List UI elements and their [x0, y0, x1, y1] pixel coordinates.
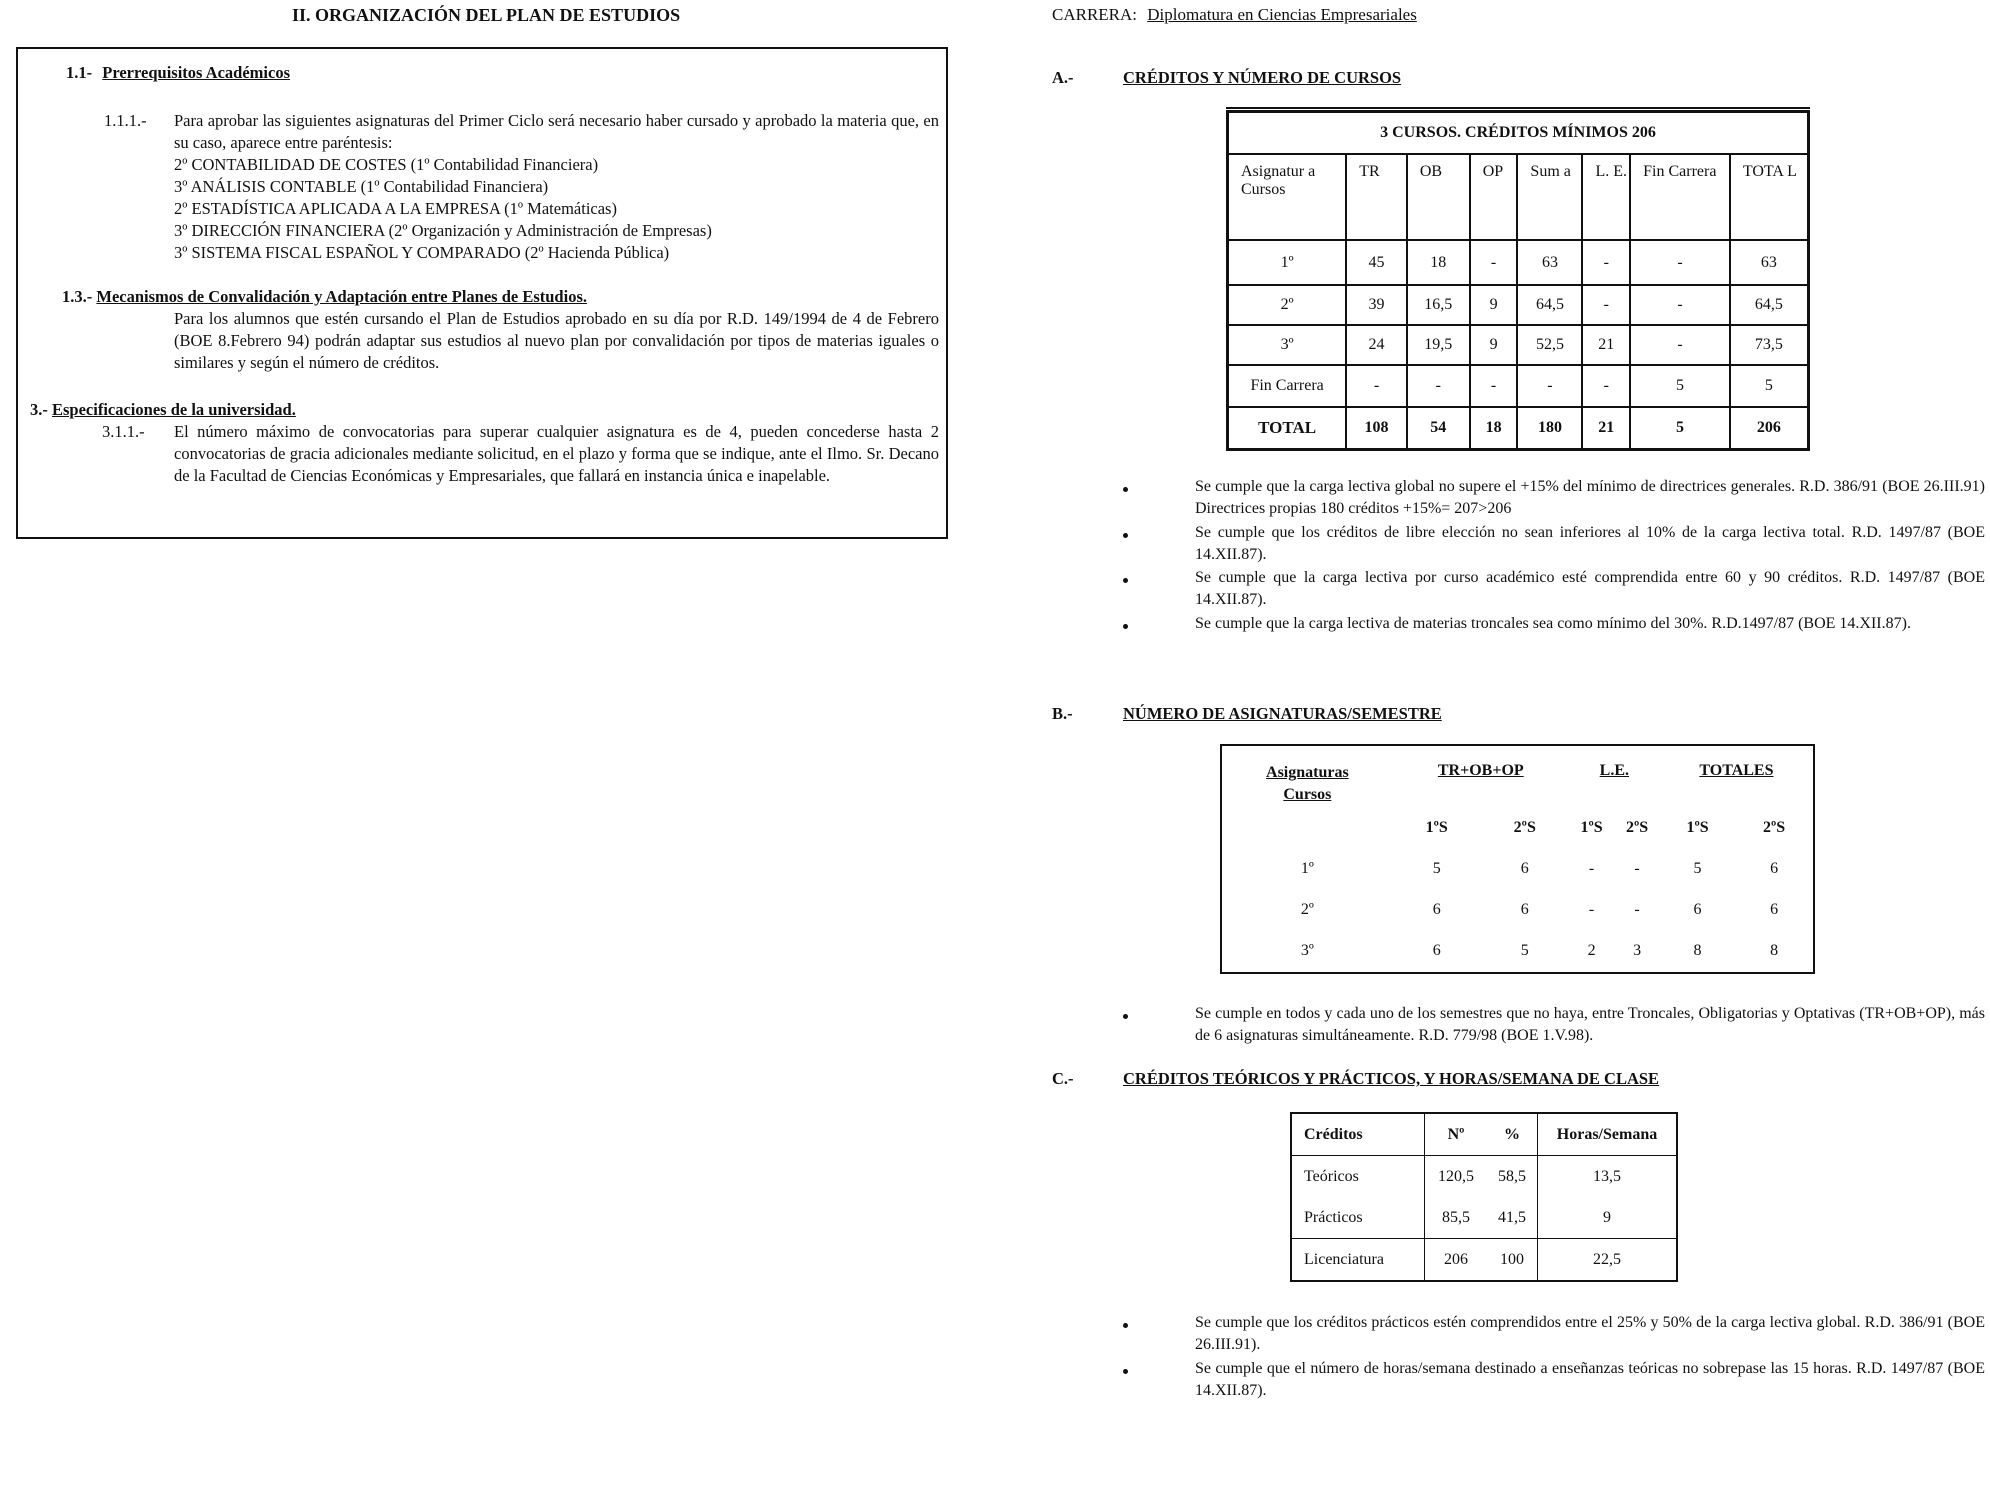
table-cell: 41,5 — [1487, 1197, 1538, 1239]
prereq-item: 3º SISTEMA FISCAL ESPAÑOL Y COMPARADO (2º Hacienda Pública) — [174, 243, 670, 262]
table-cell: 6 — [1770, 860, 1779, 878]
table-cell: 6 — [1520, 860, 1529, 878]
table-subheader: 2ºS — [1513, 819, 1536, 837]
table-header: L. E. — [1582, 154, 1630, 240]
table-cell: 16,5 — [1407, 285, 1470, 325]
table-cell: 24 — [1346, 325, 1407, 365]
table-cell: - — [1470, 365, 1518, 407]
table-cell: 21 — [1582, 407, 1630, 449]
table-header: Fin Carrera — [1630, 154, 1730, 240]
table-cell: 206 — [1425, 1239, 1488, 1282]
bullet-icon — [1123, 1369, 1128, 1374]
table-cell: 3º — [1228, 325, 1347, 365]
table-cell: 5 — [1520, 942, 1529, 960]
table-header: L.E. — [1599, 762, 1629, 779]
carrera-label: CARRERA: — [1052, 5, 1138, 24]
carrera-line — [1052, 5, 1417, 25]
table-cell: 2 — [1587, 942, 1596, 960]
page-title: II. ORGANIZACIÓN DEL PLAN DE ESTUDIOS — [292, 5, 681, 25]
table-subheader: 1ºS — [1580, 819, 1603, 837]
table-header: Horas/Semana — [1538, 1113, 1678, 1156]
prereq-item: 2º ESTADÍSTICA APLICADA A LA EMPRESA (1º Matemáticas) — [174, 199, 617, 218]
section-a-letter: A.- — [1052, 68, 1074, 87]
table-cell: 6 — [1432, 901, 1441, 919]
table-cell: 63 — [1730, 240, 1809, 285]
table-header: Asignatur a Cursos — [1228, 154, 1347, 240]
table-cell: Prácticos — [1291, 1197, 1425, 1239]
table-cell: 63 — [1517, 240, 1582, 285]
table-cell: 54 — [1407, 407, 1470, 449]
table-cell: 5 — [1432, 860, 1441, 878]
table-cell: 100 — [1487, 1239, 1538, 1282]
table-cell: - — [1630, 240, 1730, 285]
table-row — [1228, 325, 1809, 365]
table-cell: - — [1588, 860, 1595, 878]
section-1-3 — [62, 286, 587, 308]
table-cell: 6 — [1770, 901, 1779, 919]
table-cell: Teóricos — [1291, 1156, 1425, 1198]
table-cell: Licenciatura — [1291, 1239, 1425, 1282]
section-number: 1.1- — [66, 63, 93, 82]
table-header: TOTALES — [1699, 762, 1774, 779]
table-row — [1228, 365, 1809, 407]
table-cell: 3 — [1633, 942, 1642, 960]
table-cell: - — [1517, 365, 1582, 407]
section-b-title: NÚMERO DE ASIGNATURAS/SEMESTRE — [1123, 704, 1442, 723]
bullet-text: Se cumple que los créditos de libre elección no sean inferiores al 10% de la carga lectiva total. R.D. 1497/87 (BOE 14.XII.87). — [1195, 524, 1985, 563]
table-cell: - — [1634, 901, 1640, 919]
table-cell: 64,5 — [1730, 285, 1809, 325]
bullet-icon — [1123, 1323, 1128, 1328]
table-cell: 18 — [1470, 407, 1518, 449]
convalidation-text: Para los alumnos que estén cursando el Plan de Estudios aprobado en su día por R.D. 149/1994 de 4 de Febrero (BOE 8.Febrero 94) podrán adaptar sus estudios al nuevo plan por convalidación por tipos de materias iguales o similares y según el número de créditos. — [174, 309, 939, 372]
section-title: Especificaciones de la universidad. — [52, 400, 296, 419]
table-header: TR+OB+OP — [1437, 762, 1524, 779]
table-caption: 3 CURSOS. CRÉDITOS MÍNIMOS 206 — [1228, 112, 1809, 155]
table-total-row — [1228, 407, 1809, 449]
prereq-item: 3º ANÁLISIS CONTABLE (1º Contabilidad Financiera) — [174, 177, 549, 196]
table-header: TR — [1346, 154, 1407, 240]
table-cell: 5 — [1630, 365, 1730, 407]
header-line: Asignaturas — [1266, 764, 1349, 781]
table-cell: 13,5 — [1538, 1156, 1678, 1198]
table-subheader: 2ºS — [1763, 819, 1786, 837]
table-cell: 5 — [1730, 365, 1809, 407]
bullet-text: Se cumple que la carga lectiva por curso académico esté comprendida entre 60 y 90 créditos. R.D. 1497/87 (BOE 14.XII.87). — [1195, 569, 1985, 608]
theory-practice-table — [1290, 1112, 1678, 1282]
section-1-1-1-number: 1.1.1.- — [104, 111, 147, 130]
header-line: Cursos — [1283, 786, 1332, 803]
table-cell: 9 — [1470, 285, 1518, 325]
section-title: Mecanismos de Convalidación y Adaptación entre Planes de Estudios. — [96, 287, 587, 306]
table-cell: 1º — [1300, 860, 1314, 878]
table-cell: 1º — [1228, 240, 1347, 285]
section-title: Prerrequisitos Académicos — [102, 63, 290, 82]
table-cell: 120,5 — [1425, 1156, 1488, 1198]
bullet-icon — [1123, 578, 1128, 583]
convocatorias-text: El número máximo de convocatorias para superar cualquier asignatura es de 4, pueden concederse hasta 2 convocatorias de gracia adicionales mediante solicitud, en el plazo y forma que se indique, ante el Ilmo. Sr. Decano de la Facultad de Ciencias Económicas y Empresariales, que fallará en instancia única e inapelable. — [174, 422, 939, 485]
table-header — [1221, 745, 1393, 808]
table-subheader: 2ºS — [1626, 819, 1649, 837]
bullet-icon — [1123, 1014, 1128, 1019]
table-cell: 19,5 — [1407, 325, 1470, 365]
table-cell: 9 — [1538, 1197, 1678, 1239]
table-cell: 8 — [1693, 942, 1702, 960]
bullet-text: Se cumple que el número de horas/semana destinado a enseñanzas teóricas no sobrepase las 15 horas. R.D. 1497/87 (BOE 14.XII.87). — [1195, 1360, 1985, 1399]
table-cell: 85,5 — [1425, 1197, 1488, 1239]
bullet-icon — [1123, 533, 1128, 538]
table-cell: 52,5 — [1517, 325, 1582, 365]
table-cell: 6 — [1520, 901, 1529, 919]
table-cell: - — [1630, 325, 1730, 365]
prereq-intro: Para aprobar las siguientes asignaturas del Primer Ciclo será necesario haber cursado y aprobado la materia que, en su caso, aparece entre paréntesis: — [174, 111, 939, 152]
table-header: Nº — [1425, 1113, 1488, 1156]
bullet-icon — [1123, 624, 1128, 629]
section-c-title: CRÉDITOS TEÓRICOS Y PRÁCTICOS, Y HORAS/SEMANA DE CLASE — [1123, 1069, 1660, 1088]
table-cell: 180 — [1517, 407, 1582, 449]
table-row — [1228, 285, 1809, 325]
subjects-semester-table — [1220, 744, 1815, 974]
table-cell: 6 — [1432, 942, 1441, 960]
table-cell: 108 — [1346, 407, 1407, 449]
table-cell: 21 — [1582, 325, 1630, 365]
table-row — [1291, 1197, 1677, 1239]
table-cell: 58,5 — [1487, 1156, 1538, 1198]
section-a-title: CRÉDITOS Y NÚMERO DE CURSOS — [1123, 68, 1402, 87]
table-row — [1221, 931, 1814, 973]
table-cell: 5 — [1630, 407, 1730, 449]
bullet-text: Se cumple que la carga lectiva global no supere el +15% del mínimo de directrices generales. R.D. 386/91 (BOE 26.III.91) Directrices propias 180 créditos +15%= 207>206 — [1195, 478, 1985, 517]
table-cell: 2º — [1300, 901, 1314, 919]
section-1-1 — [66, 62, 290, 84]
divider — [1226, 107, 1810, 109]
table-cell: - — [1582, 365, 1630, 407]
section-number: 1.3.- — [62, 287, 93, 306]
section-3 — [30, 399, 296, 421]
section-b-letter: B.- — [1052, 704, 1073, 723]
table-cell: TOTAL — [1228, 407, 1347, 449]
table-header: % — [1487, 1113, 1538, 1156]
table-cell: 5 — [1693, 860, 1702, 878]
table-cell: 64,5 — [1517, 285, 1582, 325]
table-cell: 6 — [1693, 901, 1702, 919]
table-cell: 45 — [1346, 240, 1407, 285]
section-1-1-1-body — [174, 110, 939, 264]
table-row — [1221, 890, 1814, 931]
table-header: OP — [1470, 154, 1518, 240]
table-row — [1228, 240, 1809, 285]
bullet-text: Se cumple en todos y cada uno de los semestres que no haya, entre Troncales, Obligatorias y Optativas (TR+OB+OP), más de 6 asignaturas simultáneamente. R.D. 779/98 (BOE 1.V.98). — [1195, 1005, 1985, 1044]
section-c-letter: C.- — [1052, 1069, 1074, 1088]
prereq-item: 3º DIRECCIÓN FINANCIERA (2º Organización y Administración de Empresas) — [174, 221, 712, 240]
table-cell: - — [1630, 285, 1730, 325]
table-header: Sum a — [1517, 154, 1582, 240]
table-cell: 206 — [1730, 407, 1809, 449]
bullet-text: Se cumple que los créditos prácticos estén comprendidos entre el 25% y 50% de la carga lectiva global. R.D. 386/91 (BOE 26.III.91). — [1195, 1314, 1985, 1353]
table-cell: - — [1346, 365, 1407, 407]
table-cell: - — [1582, 285, 1630, 325]
table-cell: 9 — [1470, 325, 1518, 365]
table-row — [1221, 849, 1814, 890]
table-header: OB — [1407, 154, 1470, 240]
table-header: Créditos — [1291, 1113, 1425, 1156]
table-row — [1291, 1156, 1677, 1198]
table-cell: - — [1470, 240, 1518, 285]
table-cell: - — [1634, 860, 1640, 878]
table-cell: Fin Carrera — [1228, 365, 1347, 407]
table-cell: - — [1407, 365, 1470, 407]
bullet-icon — [1123, 487, 1128, 492]
table-cell: 73,5 — [1730, 325, 1809, 365]
prereq-item: 2º CONTABILIDAD DE COSTES (1º Contabilidad Financiera) — [174, 155, 599, 174]
carrera-value: Diplomatura en Ciencias Empresariales — [1147, 5, 1417, 24]
table-cell: 3º — [1300, 942, 1314, 960]
table-cell: - — [1588, 901, 1595, 919]
table-cell: 22,5 — [1538, 1239, 1678, 1282]
bullet-text: Se cumple que la carga lectiva de materias troncales sea como mínimo del 30%. R.D.1497/87 (BOE 14.XII.87). — [1195, 615, 1911, 632]
table-cell: 18 — [1407, 240, 1470, 285]
table-subheader: 1ºS — [1686, 819, 1709, 837]
credits-table — [1226, 110, 1810, 451]
section-3-1-1-number: 3.1.1.- — [102, 422, 145, 441]
table-header: TOTA L — [1730, 154, 1809, 240]
table-cell: 8 — [1770, 942, 1779, 960]
table-cell: - — [1582, 240, 1630, 285]
table-cell: 2º — [1228, 285, 1347, 325]
table-cell: 39 — [1346, 285, 1407, 325]
section-number: 3.- — [30, 400, 48, 419]
table-row — [1291, 1239, 1677, 1282]
table-subheader: 1ºS — [1425, 819, 1448, 837]
